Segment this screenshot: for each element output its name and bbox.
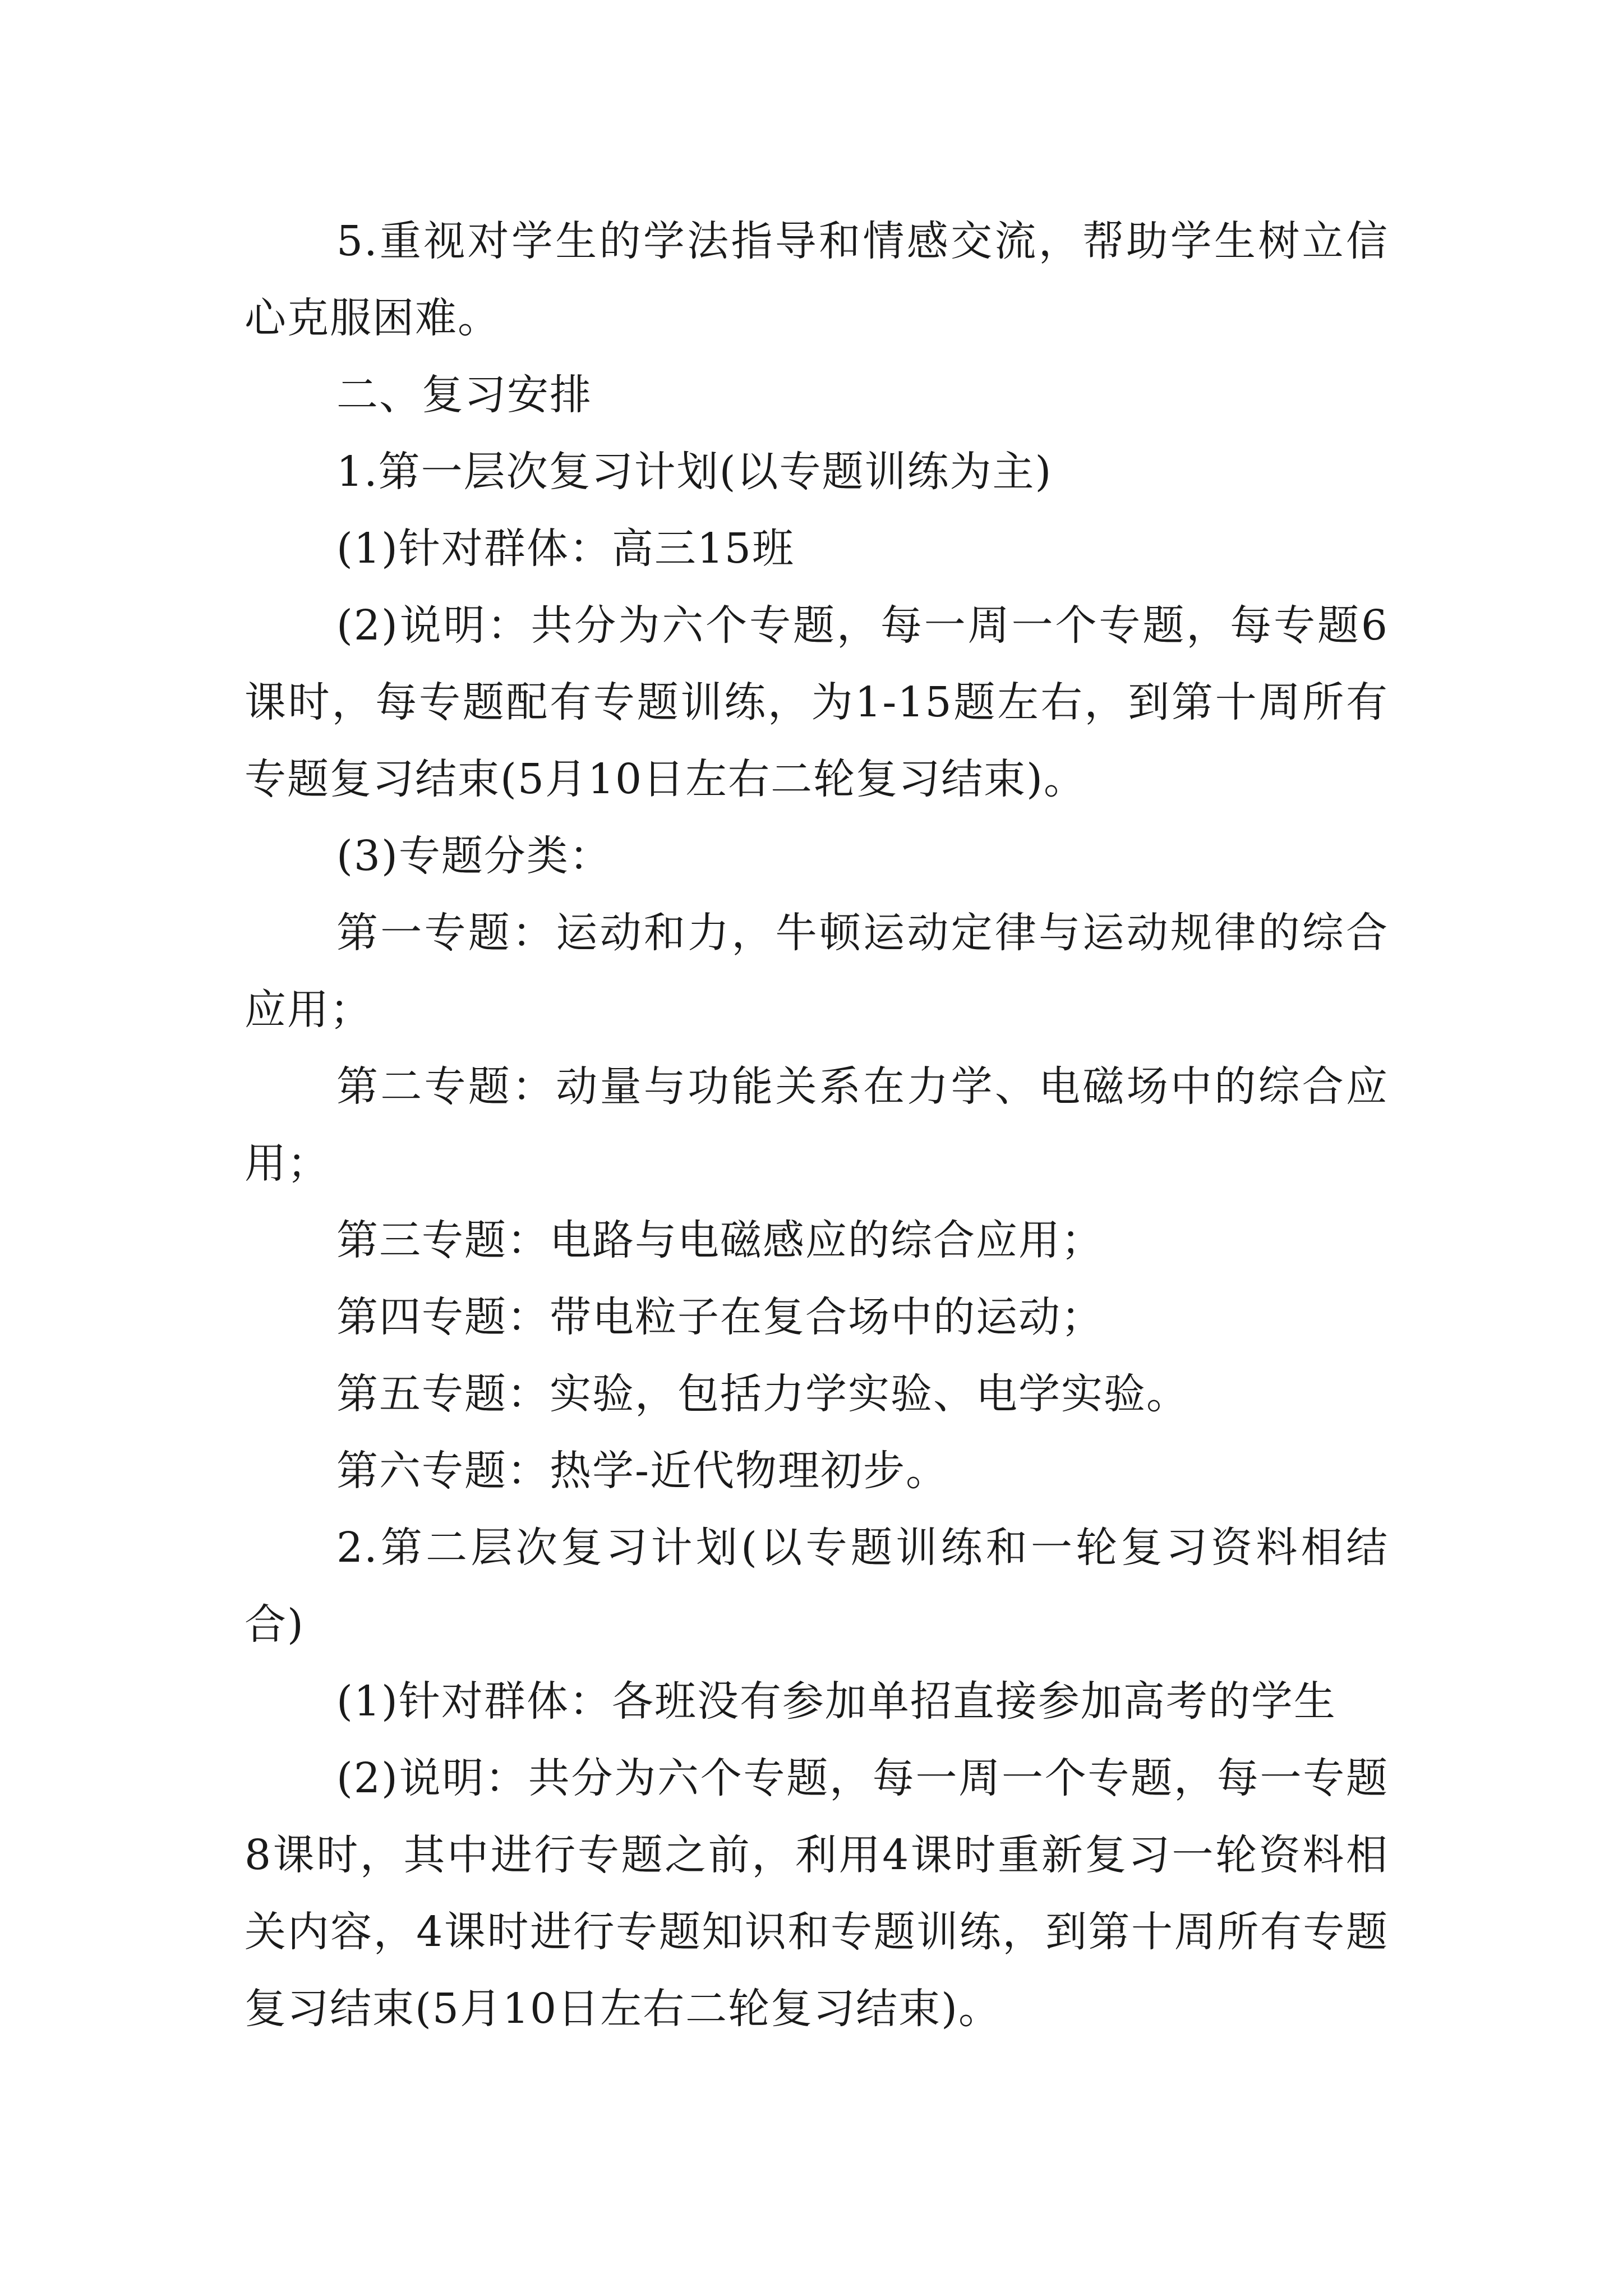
paragraph-level-one-plan: 1.第一层次复习计划(以专题训练为主)	[336, 448, 1053, 496]
paragraph-topic-4: 第四专题：带电粒子在复合场中的运动；	[336, 1293, 1104, 1341]
paragraph-topic-5: 第五专题：实验，包括力学实验、电学实验。	[336, 1370, 1189, 1418]
paragraph-explanation-2: (2)说明：共分为六个专题，每一周一个专题，每一专题8课时，其中进行专题之前，利用4课时重新复习一轮资料相关内容，4课时进行专题知识和专题训练，到第十周所有专题复习结束(5月10日左右二轮复习结束)。	[245, 1754, 1389, 2033]
paragraph-level-two-plan: 2.第二层次复习计划(以专题训练和一轮复习资料相结合)	[245, 1524, 1389, 1649]
paragraph-target-group-2: (1)针对群体：各班没有参加单招直接参加高考的学生	[336, 1677, 1336, 1726]
paragraph-5-study-guidance: 5.重视对学生的学法指导和情感交流，帮助学生树立信心克服困难。	[245, 217, 1389, 342]
paragraph-target-group-1: (1)针对群体：高三15班	[336, 524, 795, 573]
paragraph-topic-categories: (3)专题分类：	[336, 832, 612, 880]
paragraph-topic-2: 第二专题：动量与功能关系在力学、电磁场中的综合应用；	[245, 1062, 1389, 1188]
section-heading-review-schedule: 二、复习安排	[336, 371, 592, 419]
document-body	[245, 203, 1389, 2047]
paragraph-explanation-1: (2)说明：共分为六个专题，每一周一个专题，每专题6课时，每专题配有专题训练，为1-15题左右，到第十周所有专题复习结束(5月10日左右二轮复习结束)。	[245, 601, 1389, 803]
paragraph-topic-6: 第六专题：热学-近代物理初步。	[336, 1447, 949, 1495]
paragraph-topic-3: 第三专题：电路与电磁感应的综合应用；	[336, 1216, 1104, 1264]
paragraph-topic-1: 第一专题：运动和力，牛顿运动定律与运动规律的综合应用；	[245, 909, 1389, 1034]
